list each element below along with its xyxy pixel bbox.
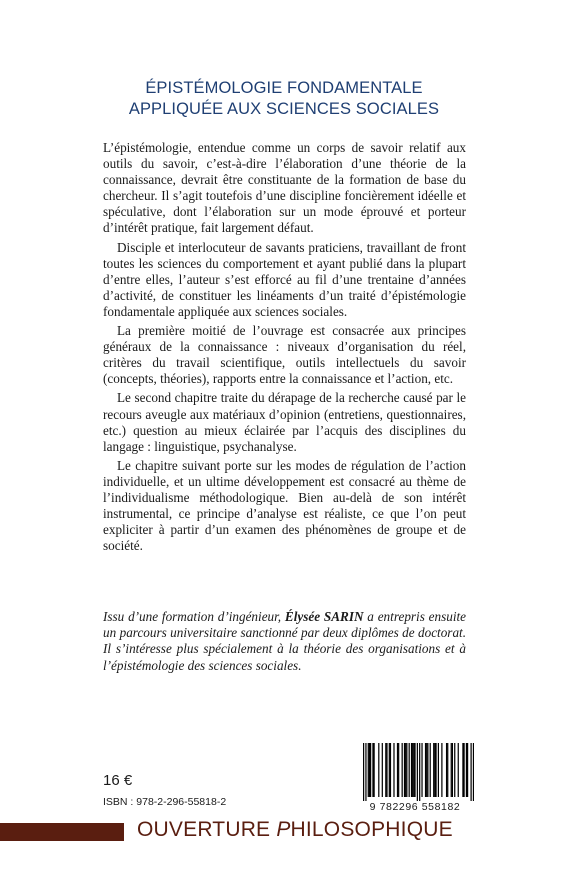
barcode-bar: [397, 743, 398, 797]
barcode-bar: [473, 743, 474, 801]
barcode-bar: [419, 743, 420, 801]
barcode-bar: [386, 743, 387, 797]
paragraph-2: Disciple et interlocuteur de savants praticiens, travaillant de front toutes les sciences du comportement et ayant publié dans la plupart d’entre elles, l’auteur s’est efforcé au fil d’une trentaine d’années d’activité, de constituer les linéaments d’un traité d’épistémologie fondamentale appliquée aux sciences sociales.: [103, 239, 466, 319]
barcode-bar: [435, 743, 436, 797]
book-title-line-2: APPLIQUÉE AUX SCIENCES SOCIALES: [128, 100, 440, 118]
barcode-bar: [368, 743, 369, 797]
barcode-bar: [412, 743, 413, 797]
barcode-bar: [382, 743, 383, 797]
barcode-bar: [404, 743, 405, 797]
barcode-bar: [372, 743, 373, 797]
barcode-bar: [374, 743, 375, 797]
isbn: ISBN : 978-2-296-55818-2: [103, 796, 227, 808]
barcode-bar: [427, 743, 428, 797]
barcode-bar: [411, 743, 412, 797]
barcode-bar: [369, 743, 370, 797]
barcode-bar: [417, 743, 418, 801]
paragraph-1: L’épistémologie, entendue comme un corps de savoir relatif aux outils du savoir, c’est-à-dire l’élaboration d’une théorie de la connaissance, devrait être constituante de la formation de base du chercheur. Il s’agit toutefois d’une discipline foncièrement idéelle et spéculative, dont l’élaboration sur un mode éprouvé et porteur d’intérêt pratique, fait largement défaut.: [103, 140, 466, 236]
barcode-bar: [385, 743, 386, 797]
barcode-bar: [447, 743, 448, 797]
bio-rest: a entrepris ensuite un parcours universitaire sanctionné par deux diplômes de doctorat. Il s’intéresse plus spécialement à la théorie des organisations et à l’épistémologie des sciences sociales.: [103, 609, 467, 673]
barcode-bar: [446, 743, 447, 797]
barcode-bar: [467, 743, 468, 797]
barcode-bar: [426, 743, 427, 797]
barcode-bar: [398, 743, 399, 797]
barcode-bar: [451, 743, 452, 797]
barcode-bar: [365, 743, 366, 801]
paragraph-5: Le chapitre suivant porte sur les modes de régulation de l’action individuelle, et un ultime développement est consacré au thème de l’individualisme méthodologique. Bien au-delà de son intérêt instrumental, ce principe d’analyse est réaliste, ce que l’on peut expliciter à partir d’un examen des phénomènes de groupe et de société.: [103, 457, 466, 554]
barcode-bar: [434, 743, 435, 797]
barcode-bar: [393, 743, 394, 797]
price: 16 €: [103, 772, 133, 789]
barcode-bar: [452, 743, 453, 797]
barcode-number: 9 782296 558182: [369, 801, 461, 813]
barcode-bar: [363, 743, 364, 801]
collection-word-1: OUVERTURE: [137, 818, 277, 841]
paragraph-3: La première moitié de l’ouvrage est consacrée aux principes généraux de la connaissance : niveaux d’organisation du réel, critères du travail scientifique, outils intellectuels du savoir (concepts, théories), rapports entre la connaissance et l’action, etc.: [103, 323, 466, 387]
barcode-bar: [463, 743, 464, 797]
barcode-bar: [414, 743, 415, 797]
collection-name: [137, 818, 453, 842]
barcode-bar: [402, 743, 403, 797]
barcode-bar: [378, 743, 379, 797]
barcode-bar: [454, 743, 455, 797]
book-title: [0, 78, 568, 120]
author-name: Élysée SARIN: [284, 609, 364, 624]
barcode-bar: [458, 743, 459, 797]
barcode-bar: [430, 743, 431, 797]
barcode-bar: [441, 743, 442, 797]
book-title-line-1: ÉPISTÉMOLOGIE FONDAMENTALE: [145, 79, 423, 97]
bio-intro: Issu d’une formation d’ingénieur,: [103, 609, 285, 624]
barcode-bar: [406, 743, 407, 797]
author-bio: [103, 609, 466, 674]
barcode-bar: [438, 743, 439, 797]
barcode-bar: [390, 743, 391, 797]
collection-band: [0, 823, 124, 841]
back-cover-text: [103, 140, 466, 557]
barcode-bar: [405, 743, 406, 797]
barcode-bar: [389, 743, 390, 797]
collection-initial: P: [276, 818, 291, 841]
barcode-bar: [433, 743, 434, 797]
barcode-bar: [370, 743, 371, 797]
paragraph-4: Le second chapitre traite du dérapage de la recherche causé par le recours aveugle aux matériaux d’opinion (entretiens, questionnaires, etc.) question au mieux éclairée par l’acquis des disciplines du langage : linguistique, psychanalyse.: [103, 390, 466, 454]
barcode-image: [363, 743, 474, 801]
barcode-bar: [466, 743, 467, 797]
barcode-bar: [470, 743, 471, 801]
barcode-bar: [409, 743, 410, 797]
barcode-bar: [421, 743, 422, 797]
barcode-bar: [413, 743, 414, 797]
collection-word-2: HILOSOPHIQUE: [290, 818, 453, 841]
barcode-bar: [462, 743, 463, 797]
barcode-bar: [425, 743, 426, 797]
